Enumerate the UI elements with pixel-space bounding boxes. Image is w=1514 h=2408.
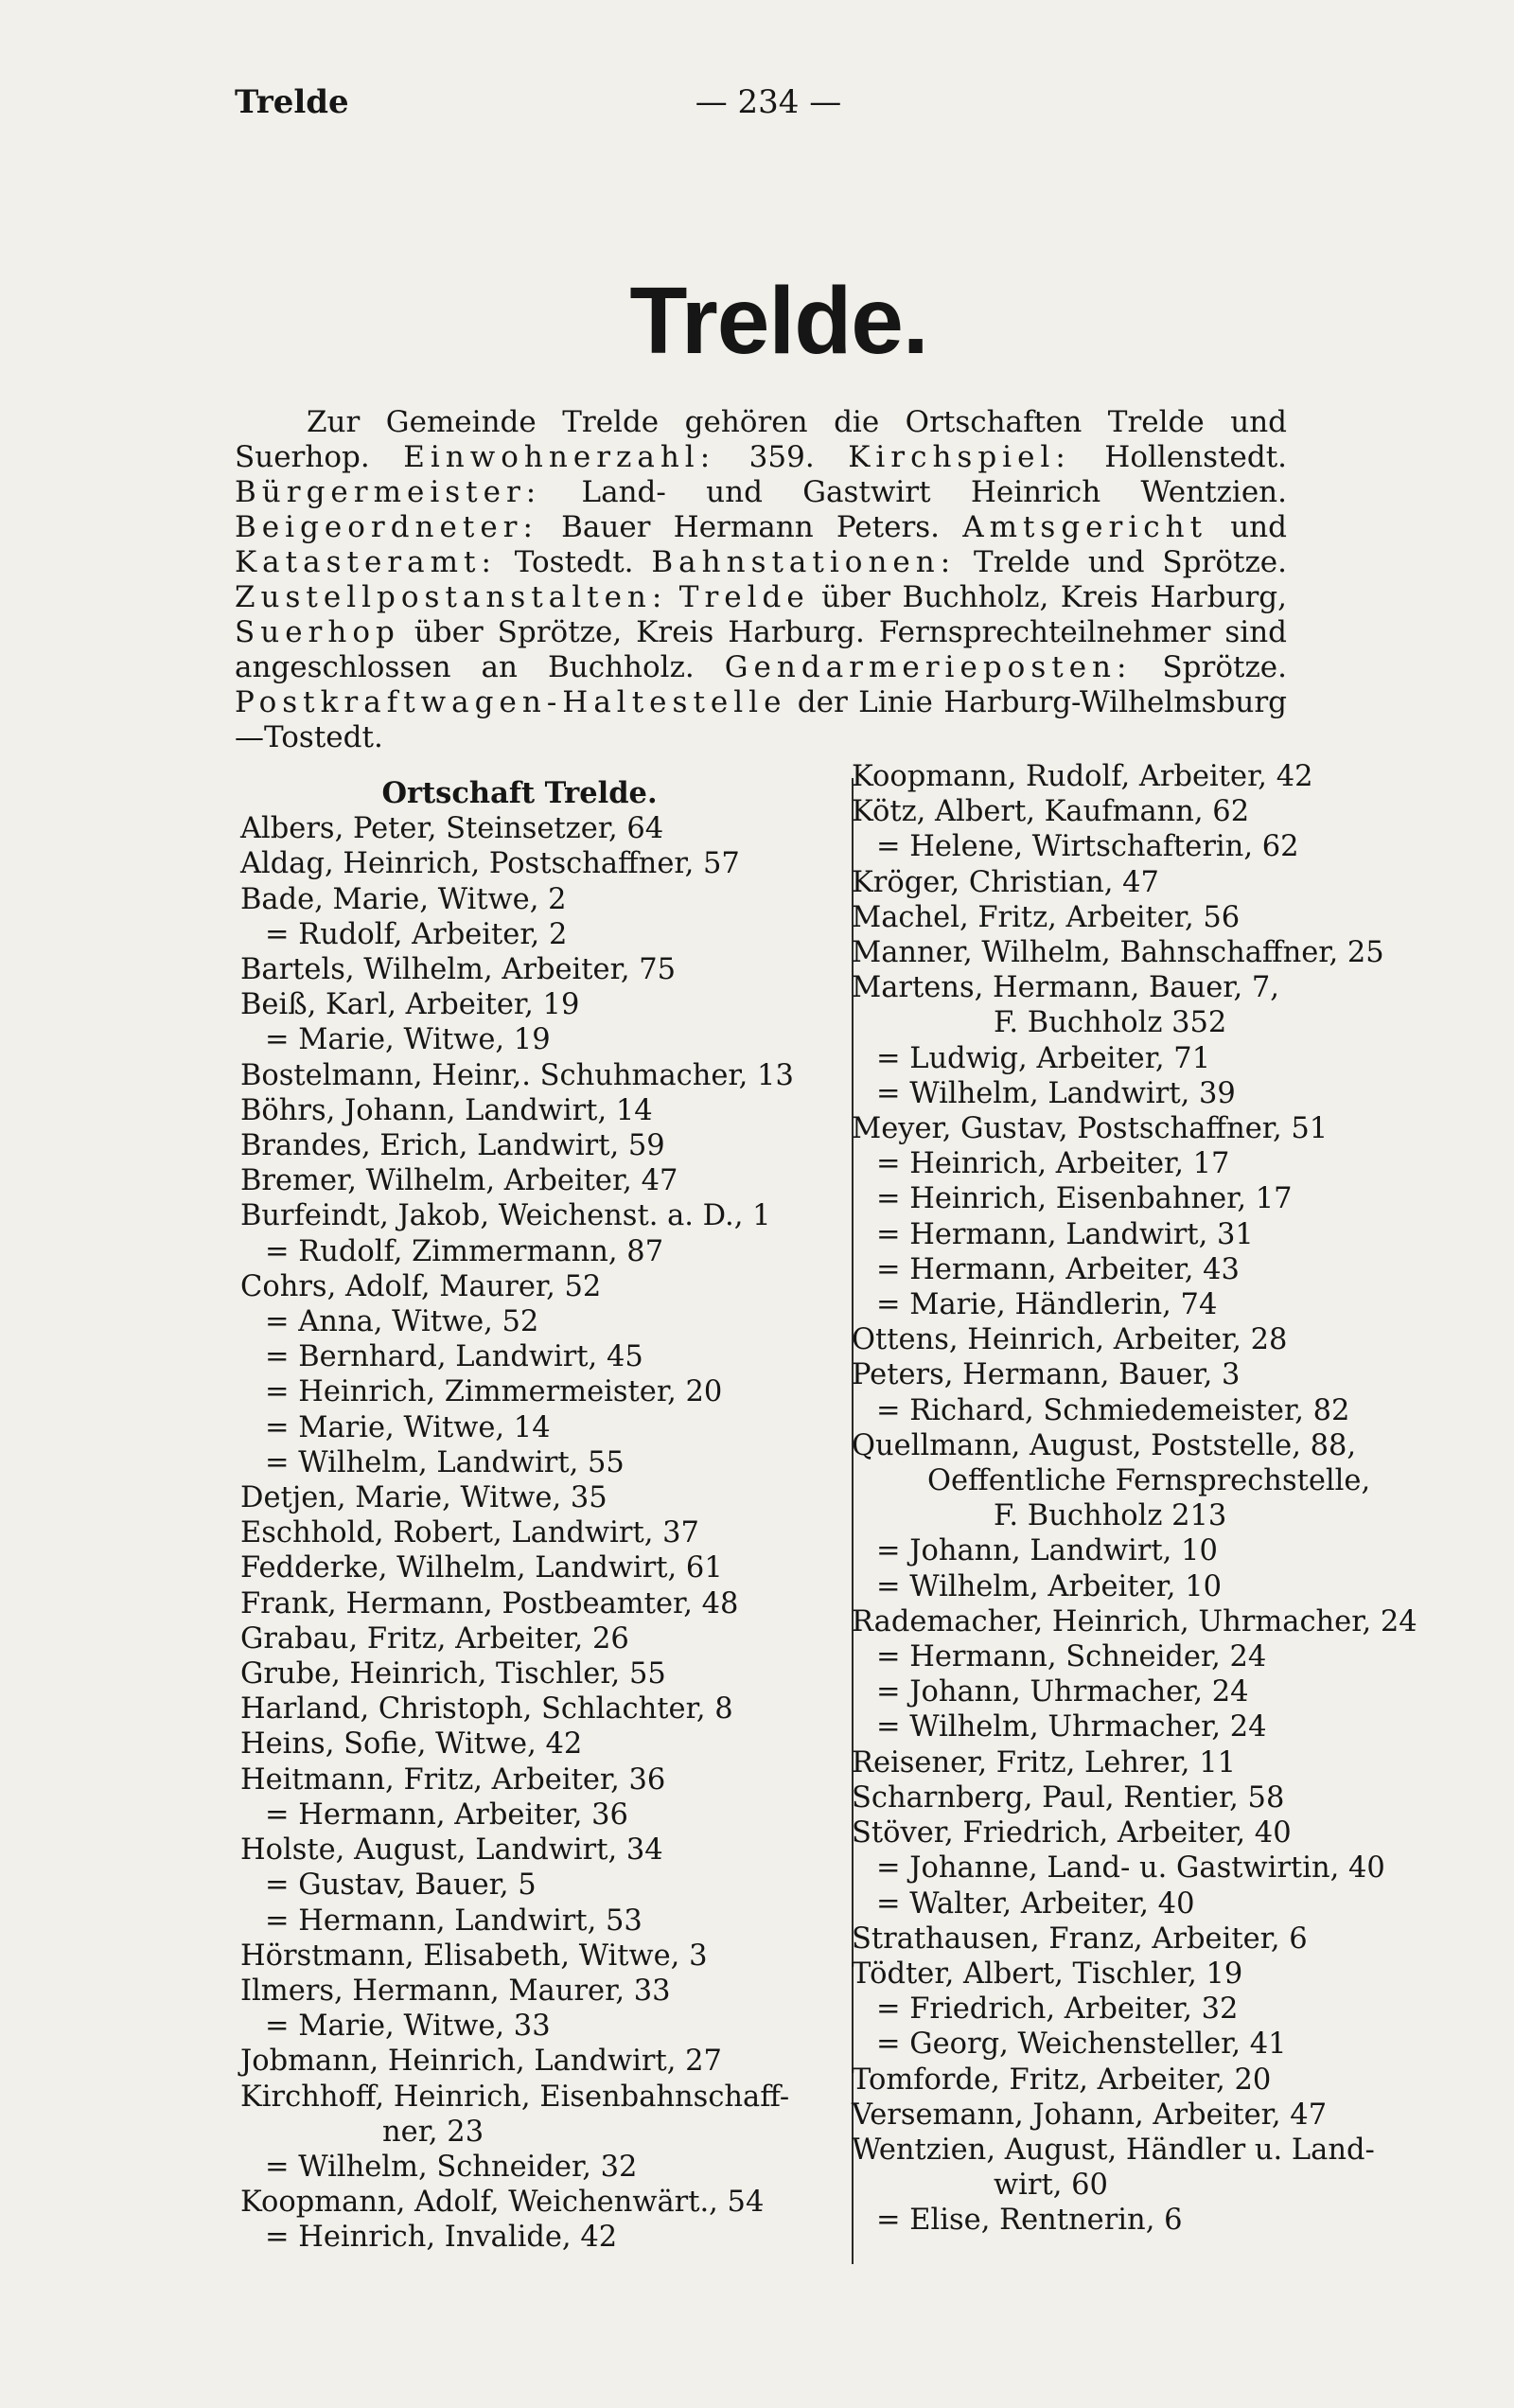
list-item: Albers, Peter, Steinsetzer, 64 [240, 812, 664, 846]
list-item: Rademacher, Heinrich, Uhrmacher, 24 [852, 1604, 1417, 1638]
list-item: = Bernhard, Landwirt, 45 [265, 1340, 643, 1374]
intro-key: Suerhop [235, 615, 400, 649]
list-item: Tödter, Albert, Tischler, 19 [852, 1956, 1243, 1991]
list-item: = Johann, Uhrmacher, 24 [876, 1675, 1249, 1709]
list-item: Quellmann, August, Poststelle, 88, [852, 1428, 1357, 1462]
list-item: Holste, August, Landwirt, 34 [240, 1833, 663, 1868]
list-item: Peters, Hermann, Bauer, 3 [852, 1358, 1241, 1392]
resident-list [240, 811, 836, 2255]
list-item: Heitmann, Fritz, Arbeiter, 36 [240, 1762, 666, 1797]
list-item: = Heinrich, Eisenbahner, 17 [876, 1182, 1293, 1216]
list-item: Grabau, Fritz, Arbeiter, 26 [240, 1621, 629, 1656]
list-item: = Hermann, Landwirt, 53 [265, 1903, 643, 1938]
list-item: Bremer, Wilhelm, Arbeiter, 47 [240, 1164, 678, 1198]
list-item: = Georg, Weichensteller, 41 [876, 2027, 1287, 2062]
list-item: Grube, Heinrich, Tischler, 55 [240, 1657, 666, 1691]
list-item: = Heinrich, Invalide, 42 [265, 2221, 618, 2255]
list-item: Kirchhoff, Heinrich, Eisenbahnschaff- [240, 2080, 790, 2114]
list-item: = Marie, Witwe, 33 [265, 2010, 551, 2044]
intro-key: Gendarmerieposten: [724, 650, 1133, 684]
list-item: = Anna, Witwe, 52 [265, 1305, 539, 1339]
list-item: Strathausen, Franz, Arbeiter, 6 [852, 1921, 1308, 1956]
list-item: Ottens, Heinrich, Arbeiter, 28 [852, 1323, 1288, 1357]
intro-text: Tostedt. [496, 545, 652, 579]
list-item: = Richard, Schmiedemeister, 82 [876, 1393, 1350, 1427]
list-item: = Friedrich, Arbeiter, 32 [876, 1992, 1239, 2027]
list-item: Wentzien, August, Händler u. Land- [852, 2133, 1375, 2167]
list-item: Bartels, Wilhelm, Arbeiter, 75 [240, 953, 677, 987]
list-item: F. Buchholz 213 [994, 1499, 1227, 1533]
locality-heading: Ortschaft Trelde. [381, 776, 658, 810]
list-item: Koopmann, Rudolf, Arbeiter, 42 [852, 760, 1313, 793]
list-item: = Ludwig, Arbeiter, 71 [876, 1041, 1211, 1075]
list-item: Oeffentliche Fernsprechstelle, [927, 1464, 1371, 1498]
list-item: Bade, Marie, Witwe, 2 [240, 882, 567, 916]
list-item: Manner, Wilhelm, Bahnschaffner, 25 [852, 936, 1384, 970]
list-item: Böhrs, Johann, Landwirt, 14 [240, 1093, 653, 1127]
list-item: F. Buchholz 352 [994, 1006, 1227, 1040]
list-item: Scharnberg, Paul, Rentier, 58 [852, 1780, 1285, 1815]
running-title: Trelde [235, 83, 349, 121]
list-item: = Hermann, Schneider, 24 [876, 1640, 1267, 1674]
intro-text: 359. [715, 440, 849, 474]
list-item: = Gustav, Bauer, 5 [265, 1868, 537, 1903]
intro-key: Amtsgericht [962, 510, 1208, 544]
list-item: = Wilhelm, Landwirt, 39 [876, 1076, 1236, 1110]
intro-paragraph [235, 405, 1287, 755]
list-item: Beiß, Karl, Arbeiter, 19 [240, 988, 580, 1022]
list-item: = Wilhelm, Uhrmacher, 24 [876, 1710, 1267, 1744]
list-item: wirt, 60 [994, 2169, 1108, 2203]
list-item: = Elise, Rentnerin, 6 [876, 2204, 1183, 2238]
list-item: = Hermann, Landwirt, 31 [876, 1217, 1254, 1251]
list-item: Reisener, Fritz, Lehrer, 11 [852, 1745, 1237, 1779]
list-item: = Marie, Witwe, 14 [265, 1410, 551, 1444]
intro-text: der Linie Harburg-Wilhelmsburg—Tostedt. [235, 685, 1287, 754]
intro-text: Land- und Gastwirt Heinrich Wentzien. [541, 475, 1287, 509]
list-item: Kröger, Christian, 47 [852, 865, 1159, 899]
list-item: = Wilhelm, Schneider, 32 [265, 2150, 638, 2184]
list-item: Kötz, Albert, Kaufmann, 62 [852, 795, 1250, 829]
right-column [852, 759, 1457, 2239]
list-item: Versemann, Johann, Arbeiter, 47 [852, 2098, 1328, 2132]
list-item: = Marie, Witwe, 19 [265, 1023, 551, 1057]
list-item: = Wilhelm, Landwirt, 55 [265, 1445, 625, 1479]
list-item: Heins, Sofie, Witwe, 42 [240, 1727, 583, 1762]
list-item: Burfeindt, Jakob, Weichenst. a. D., 1 [240, 1199, 771, 1233]
intro-text: über Buchholz, Kreis Harburg, [809, 580, 1287, 614]
list-item: Aldag, Heinrich, Postschaffner, 57 [240, 847, 740, 881]
resident-list [852, 759, 1457, 2239]
list-item: Bostelmann, Heinr,. Schuhmacher, 13 [240, 1058, 794, 1092]
list-item: = Walter, Arbeiter, 40 [876, 1886, 1195, 1921]
list-item: Cohrs, Adolf, Maurer, 52 [240, 1269, 602, 1303]
list-item: Ilmers, Hermann, Maurer, 33 [240, 1974, 671, 2008]
list-item: Harland, Christoph, Schlachter, 8 [240, 1692, 733, 1726]
intro-key: Trelde [678, 580, 810, 614]
intro-text: Zur Gemeinde Trelde gehören die Ortschaften Trelde und Suerhop. [235, 405, 1287, 474]
left-column [240, 776, 836, 2256]
list-item: Jobmann, Heinrich, Landwirt, 27 [240, 2045, 722, 2079]
list-item: = Helene, Wirtschafterin, 62 [876, 830, 1299, 864]
list-item: Machel, Fritz, Arbeiter, 56 [852, 900, 1241, 934]
intro-key: Postkraftwagen-Haltestelle [235, 685, 787, 719]
list-item: Detjen, Marie, Witwe, 35 [240, 1481, 607, 1515]
list-item: Fedderke, Wilhelm, Landwirt, 61 [240, 1551, 723, 1585]
list-item: = Johanne, Land- u. Gastwirtin, 40 [876, 1851, 1385, 1886]
list-item: Martens, Hermann, Bauer, 7, [852, 971, 1280, 1005]
list-item: = Hermann, Arbeiter, 36 [265, 1797, 628, 1832]
list-item: = Rudolf, Arbeiter, 2 [265, 917, 568, 951]
list-item: Frank, Hermann, Postbeamter, 48 [240, 1586, 739, 1620]
list-item: = Johann, Landwirt, 10 [876, 1534, 1218, 1568]
list-item: Stöver, Friedrich, Arbeiter, 40 [852, 1816, 1292, 1850]
list-item: Brandes, Erich, Landwirt, 59 [240, 1129, 665, 1163]
list-item: Meyer, Gustav, Postschaffner, 51 [852, 1112, 1329, 1146]
page-number: — 234 — [695, 83, 842, 121]
list-item: ner, 23 [382, 2115, 484, 2149]
intro-key: Bahnstationen: [651, 545, 957, 579]
intro-key: Zustellpostanstalten: [235, 580, 668, 614]
intro-key: Kirchspiel: [848, 440, 1071, 474]
list-item: = Rudolf, Zimmermann, 87 [265, 1234, 664, 1268]
list-item: = Marie, Händlerin, 74 [876, 1288, 1218, 1322]
intro-key: Bürgermeister: [235, 475, 542, 509]
intro-text: Bauer Hermann Peters. [537, 510, 963, 544]
page-title: Trelde. [629, 268, 928, 374]
list-item: = Hermann, Arbeiter, 43 [876, 1252, 1240, 1286]
list-item: Hörstmann, Elisabeth, Witwe, 3 [240, 1939, 708, 1973]
list-item: Koopmann, Adolf, Weichenwärt., 54 [240, 2186, 765, 2220]
list-item: = Heinrich, Zimmermeister, 20 [265, 1375, 723, 1409]
list-item: = Heinrich, Arbeiter, 17 [876, 1147, 1230, 1181]
intro-key: Einwohnerzahl: [403, 440, 716, 474]
intro-key: Katasteramt: [235, 545, 497, 579]
intro-key: Beigeordneter: [235, 510, 538, 544]
list-item: Eschhold, Robert, Landwirt, 37 [240, 1516, 699, 1550]
running-head [235, 83, 1302, 131]
list-item: Tomforde, Fritz, Arbeiter, 20 [852, 2063, 1272, 2097]
intro-text: und [1207, 510, 1287, 544]
intro-text: über Sprötze, Kreis Harburg. Fernsprechteilnehmer sind angeschlossen an Buchholz. [235, 615, 1287, 684]
intro-text: Hollenstedt. [1070, 440, 1288, 474]
list-item: = Wilhelm, Arbeiter, 10 [876, 1569, 1223, 1603]
intro-text: Sprötze. [1132, 650, 1287, 684]
intro-text: Trelde und Sprötze. [956, 545, 1287, 579]
